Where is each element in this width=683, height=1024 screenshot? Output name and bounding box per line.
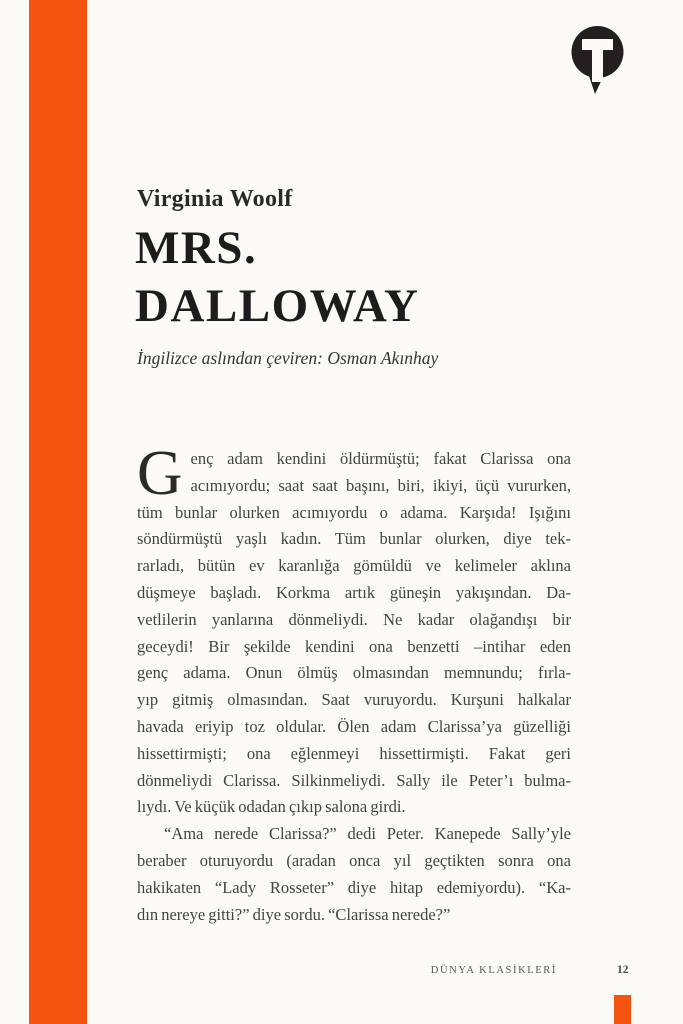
body-line: rarladı, bütün ev karanlığa gömüldü ve kelimeler aklına [137, 556, 571, 576]
body-line: tüm bunlar olurken acımıyordu o adama. Karşıda! Işığını [137, 502, 571, 522]
publisher-logo [571, 26, 624, 96]
body-line: genç adama. Onun ölmüş olmasından memnundu; fırla- [137, 663, 571, 683]
drop-cap: G [137, 438, 183, 508]
body-line: hissettirmişti; ona eğlenmeyi hissettirmişti. Fakat geri [137, 743, 571, 763]
body-line: geceydi! Bir şekilde kendini ona benzetti –intihar eden [137, 636, 571, 656]
translator-note: İngilizce aslından çeviren: Osman Akınhay [137, 348, 439, 368]
page-number: 12 [617, 964, 629, 976]
publisher-speech-bubble-t-icon [571, 26, 624, 96]
author-name: Virginia Woolf [137, 186, 293, 212]
body-line: dönmeliydi Clarissa. Silkinmeliydi. Sally ile Peter’ı bulma- [137, 770, 571, 790]
body-line: “Ama nerede Clarissa?” dedi Peter. Kanepede Sally’yle [164, 824, 571, 844]
book-title-line2: DALLOWAY [135, 280, 420, 332]
book-title [135, 219, 420, 335]
body-text [137, 438, 571, 928]
body-line: dın nereye gitti?” diye sordu. “Clarissa nerede?” [137, 904, 451, 924]
body-line: enç adam kendini öldürmüştü; fakat Clarissa ona [190, 449, 571, 468]
body-line: acımıyordu; saat saat başını, biri, ikiyi, üçü vururken, [190, 475, 571, 495]
body-line: havada eriyip toz oldular. Ölen adam Clarissa’ya güzelliği [137, 716, 571, 736]
body-line: hakikaten “Lady Rosseter” diye hitap edemiyordu). “Ka- [137, 877, 571, 897]
left-accent-bar [29, 0, 87, 1024]
body-line: yıp gitmiş olmasından. Saat vuruyordu. Kurşuni halkalar [137, 690, 571, 710]
bottom-right-accent-bar [614, 995, 631, 1024]
body-line: beraber oturuyordu (aradan onca yıl geçtikten sonra ona [137, 850, 571, 870]
body-line: lıydı. Ve küçük odadan çıkıp salona girdi. [137, 797, 406, 817]
body-line: düşmeye başladı. Korkma artık güneşin yakışından. Da- [137, 582, 571, 602]
series-label: DÜNYA KLASİKLERİ [430, 965, 557, 976]
book-title-line1: MRS. [135, 222, 258, 274]
body-line: söndürmüştü yaşlı kadın. Tüm bunlar olurken, diye tek- [137, 529, 571, 549]
body-line: vetlilerin yanlarına dönmeliydi. Ne kadar olağandışı bir [137, 609, 571, 629]
